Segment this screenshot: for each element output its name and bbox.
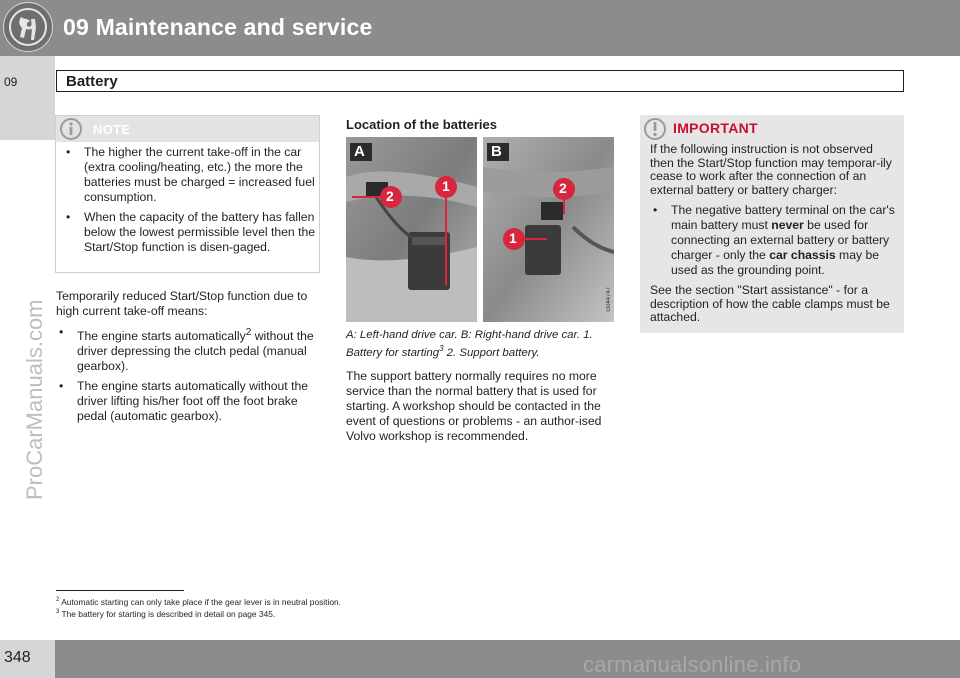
list-item: • The engine starts automatically$^2$ without the driver depressing the clutch pedal (manual gearbox). xyxy=(59,325,314,374)
list-item: • The higher the current take-off in the car (extra cooling/heating, etc.) the more the batteries must be charged = increased fuel consumption. xyxy=(66,145,315,204)
footnote-divider xyxy=(56,590,184,591)
callout-1: 1 xyxy=(442,178,450,194)
column-1-text xyxy=(56,289,322,429)
note-title: NOTE xyxy=(93,122,131,137)
label-a: A xyxy=(354,143,365,160)
footer-watermark: carmanualsonline.info xyxy=(583,652,802,677)
side-watermark: ProCarManuals.com xyxy=(22,299,47,500)
battery-figure xyxy=(346,137,614,322)
photo-right-hand-drive xyxy=(483,137,614,322)
support-battery-paragraph: The support battery normally requires no more service than the normal battery that is used for starting. A workshop should be contacted in the event of questions or problems - an author-ised Volvo workshop is recommended. xyxy=(346,368,602,443)
figure-heading: Location of the batteries xyxy=(346,117,497,132)
chapter-title: 09 Maintenance and service xyxy=(63,14,373,40)
wrench-icon xyxy=(3,2,53,52)
footnotes xyxy=(56,595,341,619)
important-title: IMPORTANT xyxy=(673,120,758,136)
header-bar xyxy=(0,0,960,56)
sidebar-tab xyxy=(0,56,55,140)
info-icon xyxy=(59,117,83,146)
footnote: $^3$ The battery for starting is described in detail on page 345. xyxy=(56,608,276,619)
list-item: • When the capacity of the battery has fallen below the lowest permissible level then the Start/Stop function is disen-gaged. xyxy=(66,210,316,254)
footer-bar xyxy=(0,640,960,678)
column-2 xyxy=(346,117,614,444)
chapter-number: 09 xyxy=(4,75,18,89)
footnote-ref: 2 xyxy=(245,327,252,338)
important-outro: See the section "Start assistance" - for a description of how the cable clamps must be attached. xyxy=(650,283,890,324)
footnote: $^2$ Automatic starting can only take place if the gear lever is in neutral position. xyxy=(56,596,342,607)
note-header xyxy=(56,116,319,142)
note-box xyxy=(55,115,320,273)
callout-2: 2 xyxy=(559,180,567,196)
section-title-box xyxy=(56,70,904,92)
label-b: B xyxy=(491,143,502,160)
section-title: Battery xyxy=(66,73,118,90)
callout-2: 2 xyxy=(386,188,394,204)
page-number: 348 xyxy=(4,649,31,666)
important-intro: If the following instruction is not observed then the Start/Stop function may temporar-ily cease to work after the connection of an external battery or battery charger: xyxy=(650,142,892,197)
important-box xyxy=(640,115,904,333)
callout-1: 1 xyxy=(509,230,517,246)
list-item: • The engine starts automatically without the driver lifting his/her foot off the foot brake pedal (automatic gearbox). xyxy=(59,379,309,424)
list-item: • The negative battery terminal on the car's main battery must never be used for connecting an external battery or battery charger - only the car chassis may be used as the grounding point. xyxy=(653,203,895,277)
photo-left-hand-drive xyxy=(346,137,477,322)
figure-caption: A: Left-hand drive car. B: Right-hand drive car. 1. Battery for starting$^3$ 2. Support battery. xyxy=(346,329,593,359)
figure-code: G044747 xyxy=(606,287,612,312)
intro-paragraph: Temporarily reduced Start/Stop function due to high current take-off means: xyxy=(56,289,308,318)
